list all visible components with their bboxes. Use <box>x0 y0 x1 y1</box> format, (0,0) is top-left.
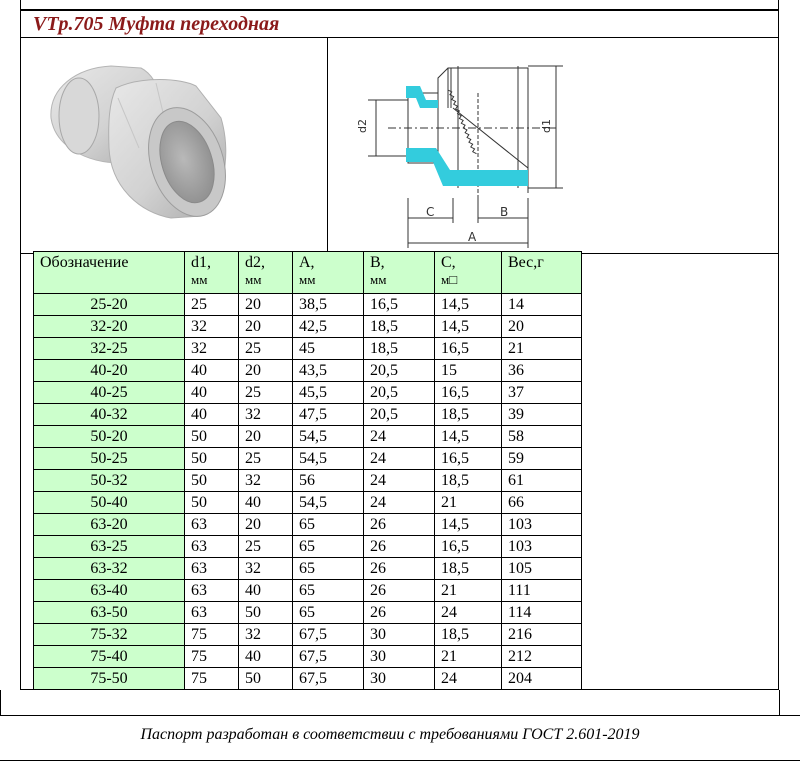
table-cell: 26 <box>364 536 435 558</box>
table-row <box>34 316 582 338</box>
table-cell: 65 <box>293 558 364 580</box>
table-cell: 40 <box>239 492 293 514</box>
cell-designation: 75-40 <box>34 646 185 668</box>
table-row <box>34 404 582 426</box>
drawing-label-a: A <box>468 230 477 244</box>
table-cell: 20 <box>239 316 293 338</box>
frame-right-edge <box>779 690 780 715</box>
table-cell: 21 <box>435 492 502 514</box>
header-weight: Вес,г <box>502 252 582 294</box>
table-cell: 114 <box>502 602 582 624</box>
table-cell: 40 <box>185 382 239 404</box>
table-cell: 18,5 <box>364 316 435 338</box>
table-cell: 63 <box>185 558 239 580</box>
table-cell: 63 <box>185 536 239 558</box>
table-cell: 32 <box>239 624 293 646</box>
passport-frame <box>20 10 779 690</box>
table-cell: 25 <box>239 338 293 360</box>
table-row <box>34 668 582 690</box>
header-designation: Обозначение <box>34 252 185 294</box>
table-row <box>34 536 582 558</box>
table-cell: 24 <box>435 668 502 690</box>
table-cell: 50 <box>185 448 239 470</box>
table-row <box>34 448 582 470</box>
table-cell: 20 <box>239 426 293 448</box>
table-cell: 20 <box>239 294 293 316</box>
table-cell: 16,5 <box>435 338 502 360</box>
table-cell: 18,5 <box>435 558 502 580</box>
table-cell: 65 <box>293 602 364 624</box>
table-cell: 20 <box>239 360 293 382</box>
table-cell: 14,5 <box>435 426 502 448</box>
product-photo-cell <box>21 38 328 253</box>
table-cell: 67,5 <box>293 646 364 668</box>
cell-designation: 32-20 <box>34 316 185 338</box>
table-cell: 65 <box>293 536 364 558</box>
table-cell: 14,5 <box>435 294 502 316</box>
frame-top-strip <box>20 0 779 10</box>
table-cell: 21 <box>435 580 502 602</box>
table-cell: 50 <box>185 426 239 448</box>
table-cell: 111 <box>502 580 582 602</box>
table-cell: 32 <box>239 470 293 492</box>
table-cell: 103 <box>502 514 582 536</box>
cell-designation: 32-25 <box>34 338 185 360</box>
table-cell: 59 <box>502 448 582 470</box>
cell-designation: 50-20 <box>34 426 185 448</box>
cell-designation: 63-32 <box>34 558 185 580</box>
table-row <box>34 558 582 580</box>
table-cell: 24 <box>364 470 435 492</box>
table-row <box>34 602 582 624</box>
cell-designation: 50-32 <box>34 470 185 492</box>
table-cell: 20,5 <box>364 360 435 382</box>
table-cell: 26 <box>364 602 435 624</box>
reducer-drawing <box>328 38 778 253</box>
cell-designation: 75-32 <box>34 624 185 646</box>
table-cell: 20 <box>502 316 582 338</box>
header-a: A, мм <box>293 252 364 294</box>
table-cell: 25 <box>239 448 293 470</box>
spec-table-body <box>34 294 582 690</box>
cell-designation: 50-40 <box>34 492 185 514</box>
table-header-row <box>34 252 582 294</box>
table-cell: 20,5 <box>364 404 435 426</box>
table-cell: 56 <box>293 470 364 492</box>
cell-designation: 63-40 <box>34 580 185 602</box>
table-cell: 15 <box>435 360 502 382</box>
table-cell: 40 <box>185 360 239 382</box>
drawing-label-d2: d2 <box>356 119 369 133</box>
table-cell: 66 <box>502 492 582 514</box>
table-cell: 50 <box>185 492 239 514</box>
table-cell: 26 <box>364 514 435 536</box>
table-cell: 54,5 <box>293 426 364 448</box>
table-cell: 24 <box>364 448 435 470</box>
table-cell: 18,5 <box>364 338 435 360</box>
table-cell: 25 <box>239 382 293 404</box>
table-cell: 67,5 <box>293 624 364 646</box>
fitting-photo <box>21 38 327 253</box>
table-cell: 32 <box>185 338 239 360</box>
table-cell: 40 <box>239 646 293 668</box>
spec-table <box>33 251 582 690</box>
table-row <box>34 624 582 646</box>
table-cell: 65 <box>293 580 364 602</box>
table-cell: 26 <box>364 558 435 580</box>
drawing-label-c: C <box>426 205 435 219</box>
table-cell: 50 <box>239 668 293 690</box>
table-cell: 24 <box>364 492 435 514</box>
table-cell: 204 <box>502 668 582 690</box>
page-title: VTp.705 Муфта переходная <box>33 13 280 35</box>
cell-designation: 40-32 <box>34 404 185 426</box>
table-cell: 54,5 <box>293 448 364 470</box>
header-d1: d1, мм <box>185 252 239 294</box>
table-cell: 40 <box>239 580 293 602</box>
cell-designation: 63-25 <box>34 536 185 558</box>
table-cell: 36 <box>502 360 582 382</box>
table-row <box>34 492 582 514</box>
table-cell: 47,5 <box>293 404 364 426</box>
table-cell: 20,5 <box>364 382 435 404</box>
table-cell: 43,5 <box>293 360 364 382</box>
table-cell: 14,5 <box>435 316 502 338</box>
cell-designation: 40-25 <box>34 382 185 404</box>
table-cell: 63 <box>185 514 239 536</box>
table-cell: 67,5 <box>293 668 364 690</box>
table-cell: 18,5 <box>435 470 502 492</box>
header-c: C, м□ <box>435 252 502 294</box>
table-cell: 50 <box>185 470 239 492</box>
table-cell: 58 <box>502 426 582 448</box>
table-row <box>34 382 582 404</box>
table-row <box>34 514 582 536</box>
table-cell: 14 <box>502 294 582 316</box>
table-cell: 18,5 <box>435 404 502 426</box>
table-cell: 45 <box>293 338 364 360</box>
table-cell: 14,5 <box>435 514 502 536</box>
table-cell: 16,5 <box>435 448 502 470</box>
table-row <box>34 646 582 668</box>
table-cell: 40 <box>185 404 239 426</box>
table-cell: 39 <box>502 404 582 426</box>
table-cell: 105 <box>502 558 582 580</box>
table-cell: 103 <box>502 536 582 558</box>
table-cell: 63 <box>185 580 239 602</box>
table-cell: 21 <box>502 338 582 360</box>
table-cell: 50 <box>239 602 293 624</box>
table-row <box>34 426 582 448</box>
title-bar <box>21 11 778 38</box>
technical-drawing-cell <box>328 38 778 253</box>
table-cell: 32 <box>185 316 239 338</box>
table-cell: 30 <box>364 624 435 646</box>
table-cell: 21 <box>435 646 502 668</box>
drawing-label-d1: d1 <box>540 119 553 133</box>
table-cell: 25 <box>185 294 239 316</box>
table-cell: 216 <box>502 624 582 646</box>
table-cell: 63 <box>185 602 239 624</box>
table-row <box>34 470 582 492</box>
footer-note: Паспорт разработан в соответствии с требованиями ГОСТ 2.601-2019 <box>140 726 640 743</box>
table-row <box>34 360 582 382</box>
table-cell: 61 <box>502 470 582 492</box>
cell-designation: 40-20 <box>34 360 185 382</box>
header-b: B, мм <box>364 252 435 294</box>
frame-left-edge <box>0 690 1 715</box>
cell-designation: 50-25 <box>34 448 185 470</box>
table-cell: 75 <box>185 668 239 690</box>
cell-designation: 25-20 <box>34 294 185 316</box>
cell-designation: 63-20 <box>34 514 185 536</box>
table-cell: 16,5 <box>364 294 435 316</box>
footer-bottom-line <box>0 760 800 761</box>
table-cell: 212 <box>502 646 582 668</box>
cell-designation: 63-50 <box>34 602 185 624</box>
table-cell: 54,5 <box>293 492 364 514</box>
table-cell: 24 <box>435 602 502 624</box>
table-cell: 30 <box>364 646 435 668</box>
drawing-label-b: B <box>500 205 509 219</box>
cell-designation: 75-50 <box>34 668 185 690</box>
table-cell: 65 <box>293 514 364 536</box>
table-cell: 24 <box>364 426 435 448</box>
table-cell: 38,5 <box>293 294 364 316</box>
table-cell: 26 <box>364 580 435 602</box>
header-d2: d2, мм <box>239 252 293 294</box>
table-row <box>34 294 582 316</box>
table-cell: 75 <box>185 646 239 668</box>
table-cell: 75 <box>185 624 239 646</box>
table-cell: 16,5 <box>435 382 502 404</box>
table-row <box>34 580 582 602</box>
table-cell: 42,5 <box>293 316 364 338</box>
table-cell: 45,5 <box>293 382 364 404</box>
table-cell: 20 <box>239 514 293 536</box>
table-cell: 30 <box>364 668 435 690</box>
table-cell: 32 <box>239 404 293 426</box>
footer-divider <box>0 715 800 716</box>
table-cell: 25 <box>239 536 293 558</box>
table-cell: 37 <box>502 382 582 404</box>
table-cell: 32 <box>239 558 293 580</box>
table-cell: 16,5 <box>435 536 502 558</box>
table-cell: 18,5 <box>435 624 502 646</box>
table-row <box>34 338 582 360</box>
